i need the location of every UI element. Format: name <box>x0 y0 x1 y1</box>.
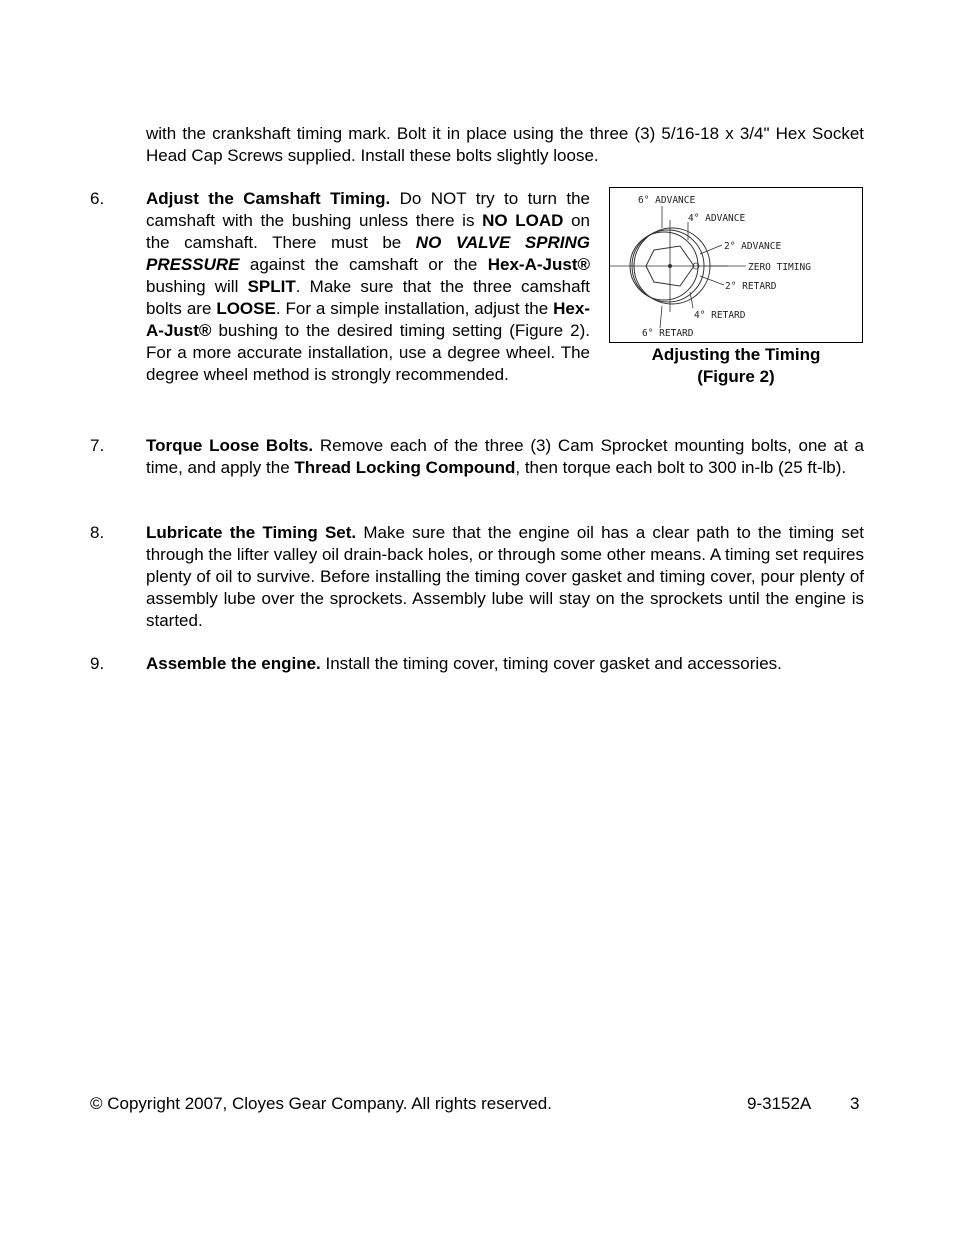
timing-diagram <box>610 188 861 341</box>
footer-part-number: 9-3152A <box>747 1094 812 1113</box>
figure-caption-title: Adjusting the Timing <box>651 345 821 364</box>
step-7-number: 7. <box>90 436 105 455</box>
step-8-paragraph: Lubricate the Timing Set. Make sure that the engine oil has a clear path to the timing set through the lifter valley oil drain-back holes, or through some other means. A timing set requires plenty of oil to survive. Before installing the timing cover gasket and timing cover, pour plenty of assembly lube over the sprockets. Assembly lube will stay on the sprockets until the engine is started. <box>146 523 864 630</box>
footer-copyright: © Copyright 2007, Cloyes Gear Company. All rights reserved. <box>90 1094 552 1113</box>
step-7-title: Torque Loose Bolts. <box>146 436 314 455</box>
label-4-advance: 4° ADVANCE <box>688 213 746 224</box>
step-9-number: 9. <box>90 654 105 673</box>
step-6-paragraph: Adjust the Camshaft Timing. Do NOT try to turn the camshaft with the bushing unless there is NO LOAD on the camshaft. There must be NO VALVE SPRING PRESSURE against the camshaft or the Hex-A-Just® bushing will SPLIT. Make sure that the three camshaft bolts are LOOSE. For a simple installation, adjust the Hex-A-Just® bushing to the desired timing setting (Figure 2). For a more accurate installation, use a degree wheel. The degree wheel method is strongly recommended. <box>146 189 590 384</box>
step-7-paragraph: Torque Loose Bolts. Remove each of the three (3) Cam Sprocket mounting bolts, one at a time, and apply the Thread Locking Compound, then torque each bolt to 300 in-lb (25 ft-lb). <box>146 436 864 477</box>
label-4-retard: 4° RETARD <box>694 310 746 321</box>
label-2-advance: 2° ADVANCE <box>724 241 782 252</box>
step-8-number: 8. <box>90 523 105 542</box>
intro-text: with the crankshaft timing mark. Bolt it in place using the three (3) 5/16-18 x 3/4" Hex Socket Head Cap Screws supplied. Install these bolts slightly loose. <box>146 124 864 165</box>
step-9-title: Assemble the engine. <box>146 654 321 673</box>
step-6-number: 6. <box>90 189 105 208</box>
figure-caption-number: (Figure 2) <box>697 367 775 386</box>
timing-figure <box>609 187 863 343</box>
footer-page-number: 3 <box>850 1094 860 1113</box>
step-9-paragraph: Assemble the engine. Install the timing cover, timing cover gasket and accessories. <box>146 654 782 673</box>
step-8-title: Lubricate the Timing Set. <box>146 523 357 542</box>
label-2-retard: 2° RETARD <box>725 281 777 292</box>
step-6-title: Adjust the Camshaft Timing. <box>146 189 391 208</box>
intro-paragraph <box>146 123 864 167</box>
label-zero-timing: ZERO TIMING <box>748 262 811 273</box>
label-6-retard: 6° RETARD <box>642 328 694 339</box>
label-6-advance: 6° ADVANCE <box>638 195 696 206</box>
